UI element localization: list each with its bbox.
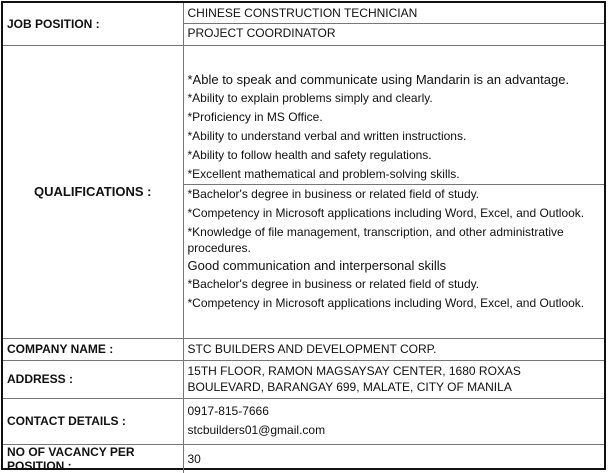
job-position-values bbox=[183, 3, 604, 45]
qualification-item: *Proficiency in MS Office. bbox=[187, 110, 323, 124]
qualification-item: *Competency in Microsoft applications including Word, Excel, and Outlook. bbox=[187, 206, 585, 220]
company-name-value: STC BUILDERS AND DEVELOPMENT CORP. bbox=[183, 338, 604, 360]
qualification-item: *Ability to follow health and safety regulations. bbox=[187, 148, 432, 162]
qualification-item: *Excellent mathematical and problem-solving skills. bbox=[187, 167, 460, 181]
job-posting-table bbox=[1, 1, 606, 473]
qualification-item: Good communication and interpersonal skills bbox=[187, 258, 447, 273]
qualification-item: *Knowledge of file management, transcription, and other administrative procedures. bbox=[187, 225, 564, 255]
company-name-label: COMPANY NAME : bbox=[3, 338, 183, 360]
qualification-item: *Ability to explain problems simply and clearly. bbox=[187, 91, 433, 105]
address-value: 15TH FLOOR, RAMON MAGSAYSAY CENTER, 1680 ROXAS BOULEVARD, BARANGAY 699, MALATE, CITY OF MANILA bbox=[183, 360, 604, 398]
qualification-item: *Able to speak and communicate using Mandarin is an advantage. bbox=[187, 72, 570, 87]
job-position-1: CHINESE CONSTRUCTION TECHNICIAN bbox=[187, 6, 418, 21]
qualification-item: *Bachelor's degree in business or related field of study. bbox=[184, 184, 605, 204]
qualification-item: *Bachelor's degree in business or related field of study. bbox=[187, 277, 480, 291]
vacancy-value: 30 bbox=[183, 444, 604, 473]
job-position-2: PROJECT COORDINATOR bbox=[184, 23, 605, 43]
address-label: ADDRESS : bbox=[3, 360, 183, 398]
contact-email: stcbuilders01@gmail.com bbox=[187, 423, 326, 437]
contact-phone: 0917-815-7666 bbox=[187, 404, 269, 418]
qualification-item: *Ability to understand verbal and written instructions. bbox=[187, 129, 467, 143]
job-position-label: JOB POSITION : bbox=[3, 3, 183, 45]
vacancy-label: NO OF VACANCY PER POSITION : bbox=[3, 444, 183, 473]
qualification-item: *Competency in Microsoft applications including Word, Excel, and Outlook. bbox=[187, 296, 585, 310]
contact-details-label: CONTACT DETAILS : bbox=[3, 398, 183, 444]
qualifications-label: QUALIFICATIONS : bbox=[3, 45, 183, 338]
contact-details-values bbox=[183, 398, 604, 444]
qualifications-values bbox=[183, 45, 604, 338]
